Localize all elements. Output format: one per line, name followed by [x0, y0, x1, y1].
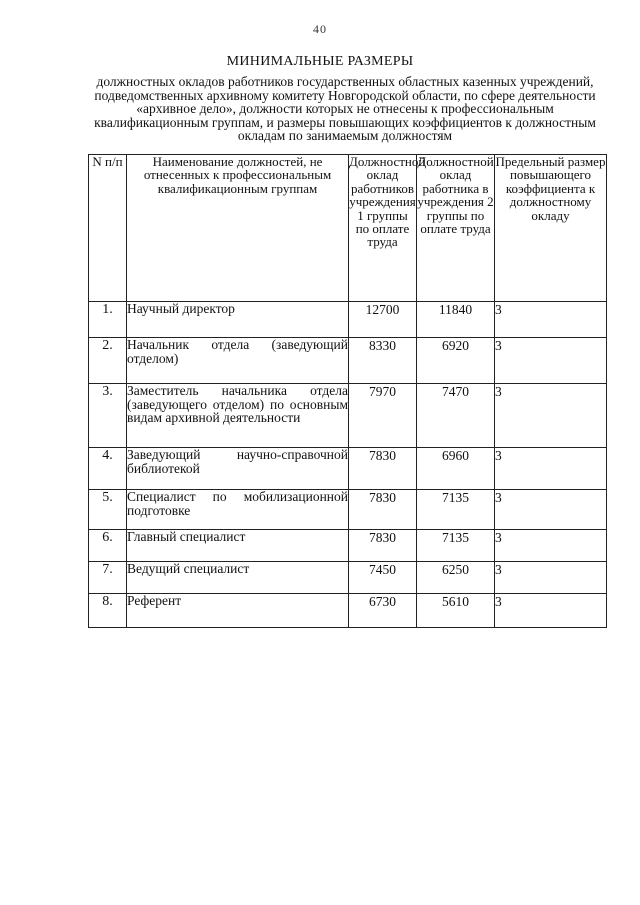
group1-salary: 7830: [349, 530, 417, 562]
group1-salary: 7970: [349, 384, 417, 448]
header-coefficient: Предельный размер повышающего коэффициента к должностному окладу: [495, 155, 607, 302]
group2-salary: 6250: [417, 562, 495, 594]
row-number: 5.: [89, 490, 127, 530]
row-number: 7.: [89, 562, 127, 594]
group2-salary: 7135: [417, 530, 495, 562]
position-name: Научный директор: [127, 302, 349, 338]
header-number: N п/п: [89, 155, 127, 302]
position-name: Заместитель начальника отдела (заведующего отделом) по основным видам архивной деятельности: [127, 384, 349, 448]
header-group2-salary: Должностной оклад работника в учреждения 2 группы по оплате труда: [417, 155, 495, 302]
coefficient: 3: [495, 338, 607, 384]
coefficient: 3: [495, 448, 607, 490]
group2-salary: 6920: [417, 338, 495, 384]
position-name: Референт: [127, 594, 349, 628]
table-row: [89, 448, 607, 490]
table-body: [89, 302, 607, 628]
group1-salary: 6730: [349, 594, 417, 628]
position-name: Заведующий научно-справочной библиотекой: [127, 448, 349, 490]
row-number: 6.: [89, 530, 127, 562]
group2-salary: 7135: [417, 490, 495, 530]
position-name: Начальник отдела (заведующий отделом): [127, 338, 349, 384]
position-name: Специалист по мобилизационной подготовке: [127, 490, 349, 530]
row-number: 8.: [89, 594, 127, 628]
group1-salary: 7450: [349, 562, 417, 594]
group1-salary: 12700: [349, 302, 417, 338]
group2-salary: 6960: [417, 448, 495, 490]
coefficient: 3: [495, 384, 607, 448]
coefficient: 3: [495, 302, 607, 338]
document-subtitle: должностных окладов работников государственных областных казенных учреждений, подведомственных архивному комитету Новгородской области, по сфере деятельности «архивное дело», должности которых не отнесены к профессиональным квалификационным группам, и размеры повышающих коэффициентов к должностным окладам по занимаемым должностям: [94, 74, 596, 143]
group1-salary: 8330: [349, 338, 417, 384]
group2-salary: 5610: [417, 594, 495, 628]
header-position-name: Наименование должностей, не отнесенных к профессиональным квалификационным группам: [127, 155, 349, 302]
group2-salary: 7470: [417, 384, 495, 448]
position-name: Главный специалист: [127, 530, 349, 562]
row-number: 1.: [89, 302, 127, 338]
coefficient: 3: [495, 490, 607, 530]
table-row: [89, 490, 607, 530]
group2-salary: 11840: [417, 302, 495, 338]
coefficient: 3: [495, 594, 607, 628]
group1-salary: 7830: [349, 490, 417, 530]
row-number: 4.: [89, 448, 127, 490]
document-title: МИНИМАЛЬНЫЕ РАЗМЕРЫ: [226, 54, 414, 69]
table-row: [89, 594, 607, 628]
coefficient: 3: [495, 562, 607, 594]
coefficient: 3: [495, 530, 607, 562]
position-name: Ведущий специалист: [127, 562, 349, 594]
table-row: [89, 384, 607, 448]
table-row: [89, 530, 607, 562]
group1-salary: 7830: [349, 448, 417, 490]
table-row: [89, 562, 607, 594]
header-group1-salary: Должностной оклад работников учреждения 1 группы по оплате труда: [349, 155, 417, 302]
salary-table: [88, 154, 607, 628]
table-row: [89, 338, 607, 384]
row-number: 2.: [89, 338, 127, 384]
table-row: [89, 302, 607, 338]
page-number: 40: [313, 22, 327, 36]
row-number: 3.: [89, 384, 127, 448]
